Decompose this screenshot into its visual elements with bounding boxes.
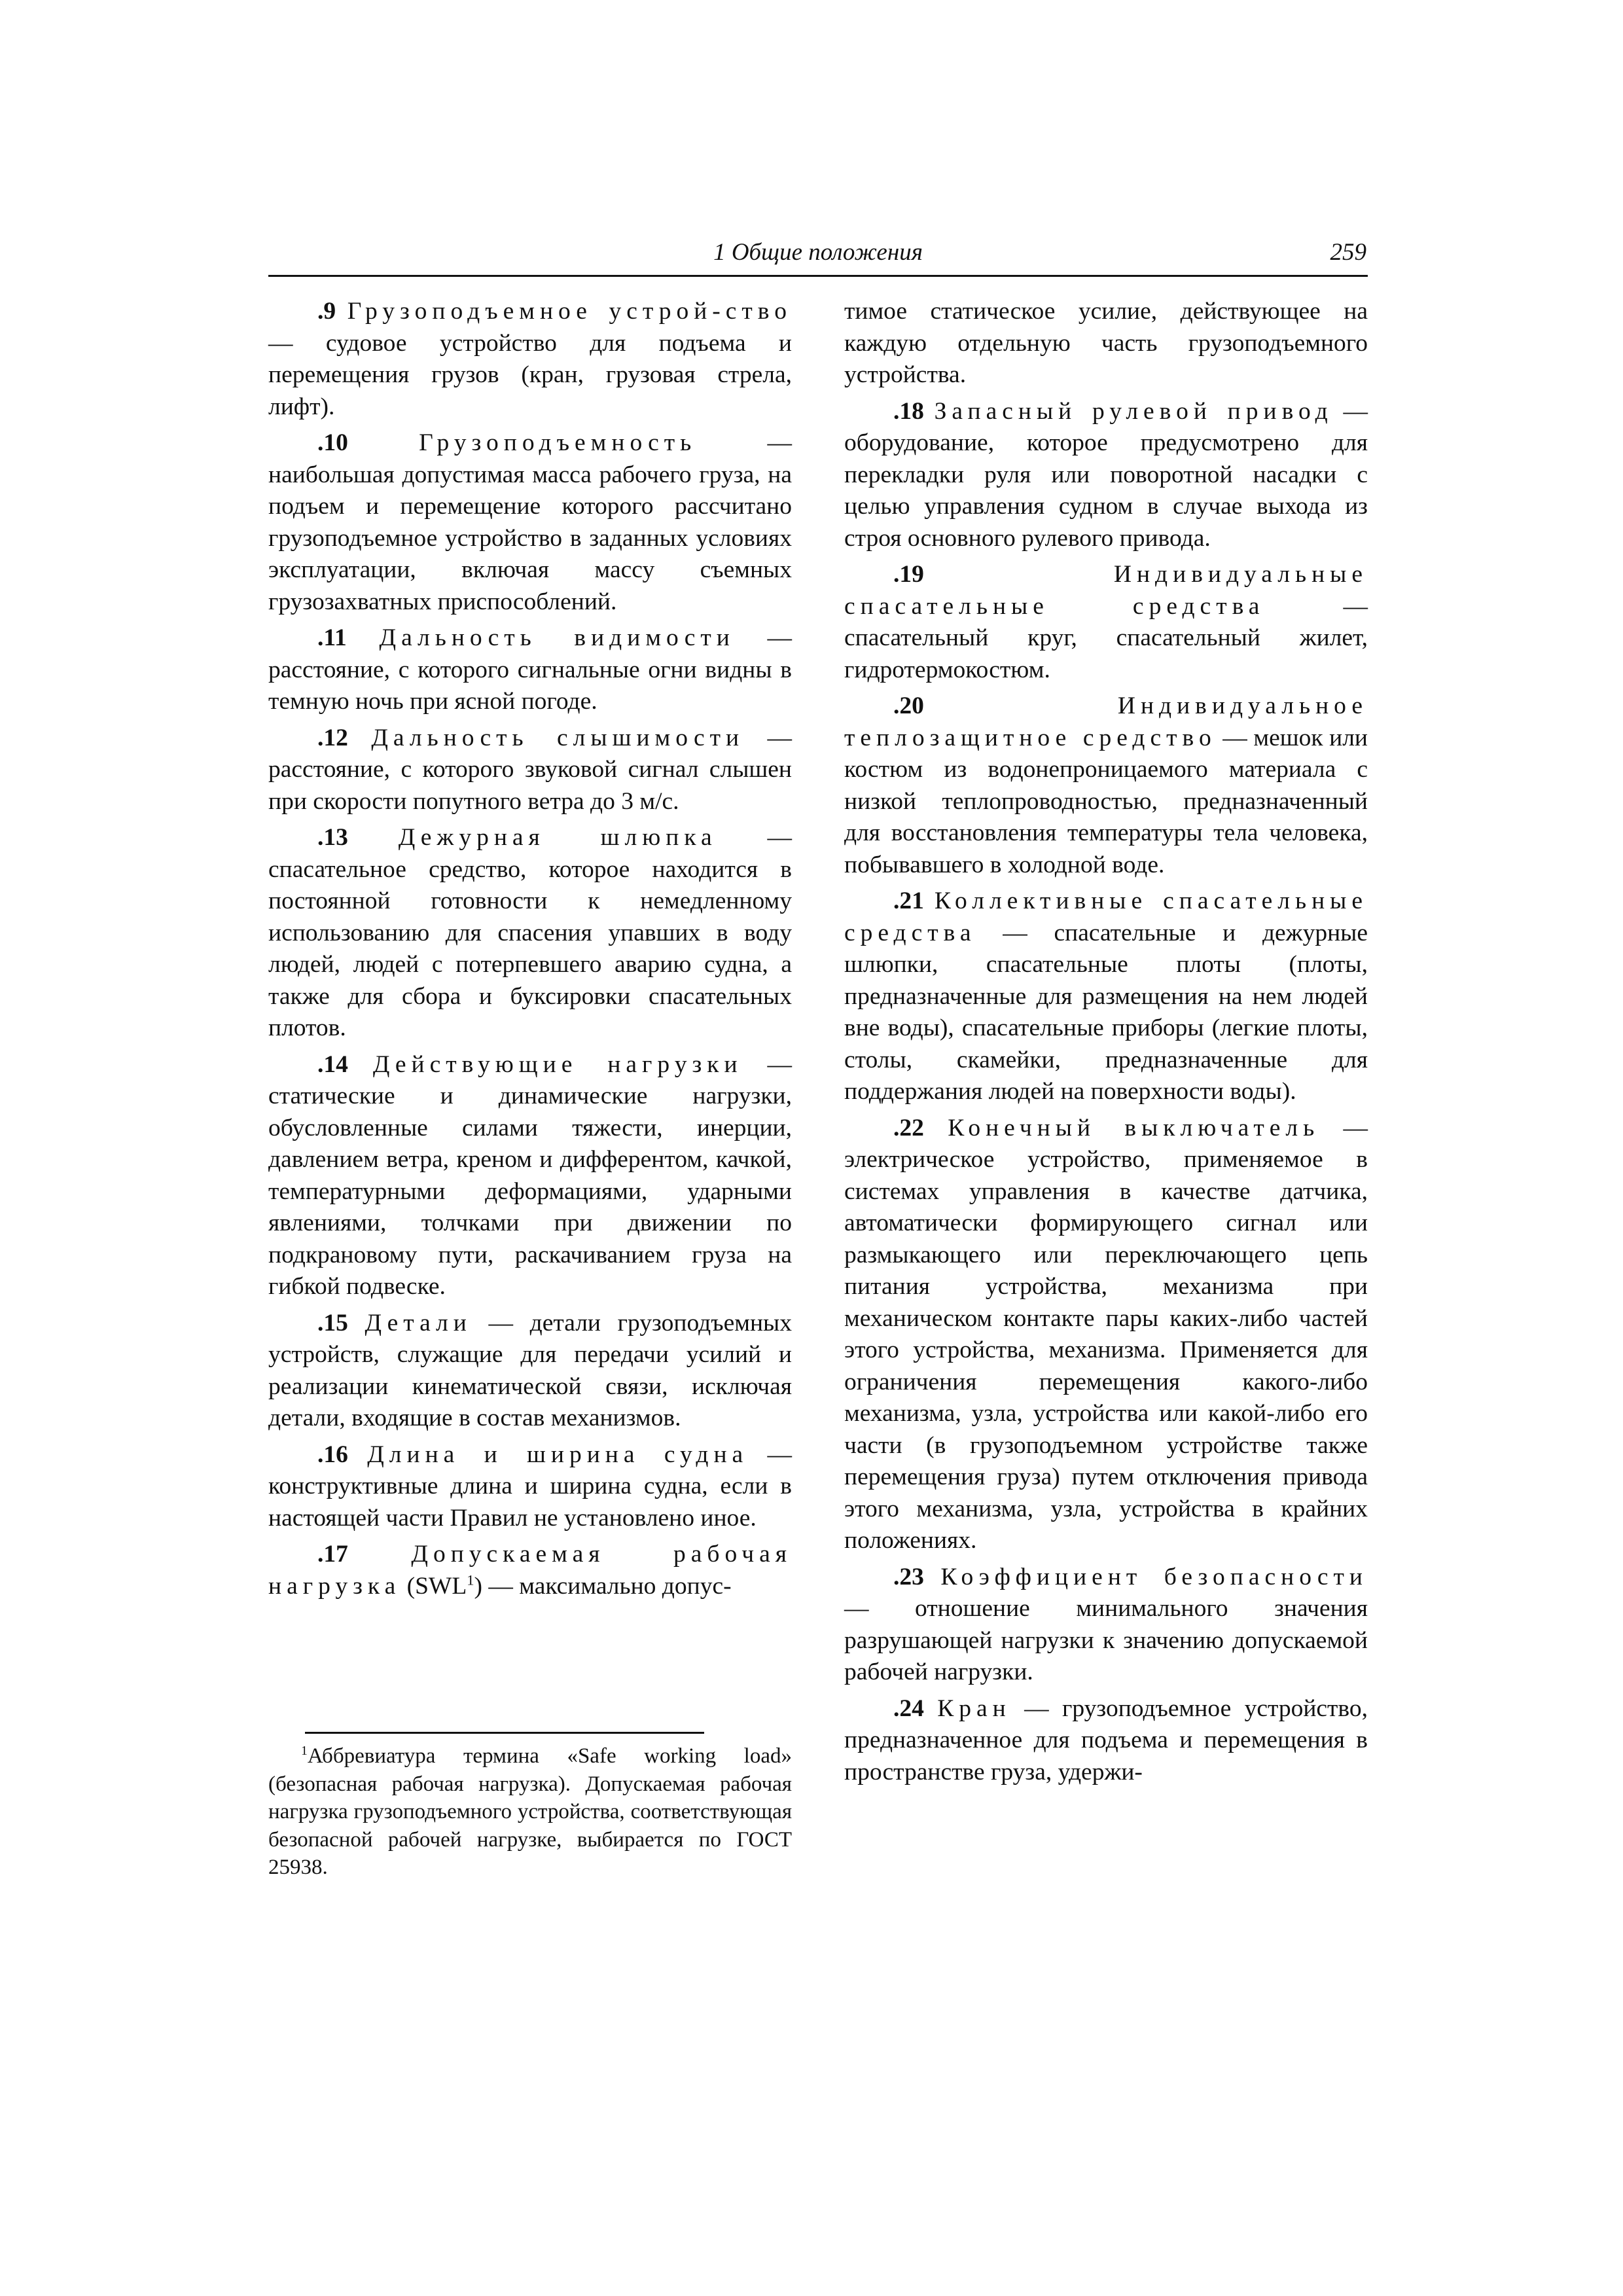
definition-text: — электрическое устройство, применяемое в системах управления в качестве датчика, автоматически формирующего сигнал или размыкающего или переключающего цепь питания устройства, механизма при механическом контакте пары каких-либо частей этого устройства, механизма. Применяется для ограничения перемещения какого-либо механизма, узла, устройства или какой-либо его части (в грузоподъемном устройстве также перемещения груза) путем отключения привода этого механизма, узла, устройства в крайних положениях. [844, 1114, 1368, 1554]
defined-term: Запасный рулевой привод [934, 397, 1333, 425]
clause-number: .21 [893, 888, 924, 914]
defined-term: Дальность слышимости [371, 724, 745, 751]
definition-14 [268, 1049, 792, 1303]
definition-text: — отношение минимального значения разрушающей нагрузки к значению допускаемой рабочей нагрузки. [844, 1595, 1368, 1685]
definition-11 [268, 622, 792, 718]
defined-term: Коллективные спасательные средства [844, 888, 1368, 946]
definition-text: — судовое устройство для подъема и перемещения грузов (кран, грузовая стрела, лифт). [268, 329, 792, 420]
footnote-ref: 1 [467, 1571, 474, 1588]
clause-number: .13 [317, 824, 348, 851]
definition-text: — статические и динамические нагрузки, обусловленные силами тяжести, инерции, давлением ветра, креном и дифферентом, качкой, температурными деформациями, ударными явлениями, толчками при движении по подкрановому пути, раскачиванием груза на гибкой подвеске. [268, 1050, 792, 1300]
defined-term: Грузоподъемное устрой-ство [347, 298, 793, 325]
page-number: 259 [1330, 239, 1366, 266]
defined-term: Действующие нагрузки [372, 1050, 743, 1078]
section-title: 1 Общие положения [713, 239, 923, 266]
clause-number: .22 [893, 1114, 924, 1141]
definition-text: — расстояние, с которого звуковой сигнал слышен при скорости попутного ветра до 3 м/с. [268, 724, 792, 815]
definition-text: — детали грузоподъемных устройств, служащие для передачи усилий и реализации кинематической связи, исключая детали, входящие в состав механизмов. [268, 1309, 792, 1431]
clause-number: .19 [893, 561, 924, 588]
definition-17 [268, 1539, 792, 1602]
definition-24 [844, 1693, 1368, 1789]
definition-text: — наибольшая допустимая масса рабочего груза, на подъем и перемещение которого рассчитано грузоподъемное устройство в заданных условиях эксплуатации, включая массу съемных грузозахватных приспособлений. [268, 429, 793, 615]
clause-number: .11 [317, 624, 347, 651]
definition-text: — спасательное средство, которое находится в постоянной готовности к немедленному использованию для спасения упавших в воду людей, людей с потерпевшего аварию судна, а также для сбора и буксировки спасательных плотов. [268, 824, 793, 1041]
clause-number: .10 [317, 429, 348, 456]
clause-number: .17 [317, 1541, 348, 1568]
continued-paragraph: тимое статическое усилие, действующее на каждую отдельную часть грузоподъемного устройства. [844, 298, 1368, 388]
right-column [844, 296, 1368, 1793]
definition-text: — мешок или костюм из водонепроницаемого материала с низкой теплопроводностью, предназначенный для восстановления температуры тела человека, побывавшего в холодной воде. [844, 724, 1368, 878]
definition-16 [268, 1439, 792, 1535]
footnote-divider [305, 1732, 704, 1734]
defined-term: Коэффициент безопасности [940, 1563, 1368, 1590]
definition-text: — грузоподъемное устройство, предназначенное для подъема и перемещения в пространстве груза, удержи- [844, 1695, 1368, 1785]
definition-text-pre: (SWL [401, 1572, 467, 1600]
definition-text: — оборудование, которое предусмотрено для перекладки руля или поворотной насадки с целью управления судном в случае выхода из строя основного рулевого привода. [844, 397, 1368, 552]
clause-number: .16 [317, 1441, 348, 1468]
footnote [268, 1742, 792, 1882]
definition-15 [268, 1308, 792, 1435]
defined-term: Грузоподъемность [419, 429, 697, 456]
definition-23 [844, 1562, 1368, 1689]
defined-term: Индивидуальные спасательные средства [844, 561, 1368, 620]
definition-22 [844, 1113, 1368, 1557]
defined-term: Допускаемая рабочая нагрузка [268, 1541, 793, 1600]
definition-text: ) — максимально допус- [474, 1572, 732, 1600]
definition-text: — спасательный круг, спасательный жилет, гидротермокостюм. [844, 592, 1368, 683]
clause-number: .23 [893, 1563, 924, 1590]
definition-12 [268, 723, 792, 818]
definition-9 [268, 296, 792, 423]
clause-number: .9 [317, 298, 336, 325]
defined-term: Длина и ширина судна [367, 1441, 749, 1468]
definition-text: — конструктивные длина и ширина судна, если в настоящей части Правил не установлено иное. [268, 1441, 793, 1532]
definition-13 [268, 822, 792, 1045]
clause-number: .14 [317, 1050, 348, 1078]
definition-10 [268, 427, 792, 618]
clause-number: .24 [893, 1695, 924, 1722]
definition-text: — расстояние, с которого сигнальные огни видны в темную ночь при ясной погоде. [268, 624, 793, 715]
left-column [268, 296, 792, 1607]
clause-number: .12 [317, 724, 348, 751]
defined-term: Детали [365, 1309, 472, 1336]
definition-text: — спасательные и дежурные шлюпки, спасательные плоты (плоты, предназначенные для размещения на нем людей вне воды), спасательные приборы (легкие плоты, столы, скамейки, предназначенные для поддержания людей на поверхности воды). [844, 919, 1368, 1105]
defined-term: Индивидуальное теплозащитное средство [844, 692, 1368, 751]
definition-18 [844, 396, 1368, 555]
defined-term: Дальность видимости [379, 624, 735, 651]
definition-20 [844, 691, 1368, 881]
defined-term: Дежурная шлюпка [398, 824, 717, 851]
defined-term: Конечный выключатель [948, 1114, 1320, 1141]
footnote-marker: 1 [301, 1744, 308, 1758]
footnote-text: Аббревиатура термина «Safe working load» (безопасная рабочая нагрузка). Допускаемая рабочая нагрузка грузоподъемного устройства, соответствующая безопасной рабочей нагрузке, выбирается по ГОСТ 25938. [268, 1744, 792, 1879]
defined-term: Кран [937, 1695, 1011, 1722]
clause-number: .18 [893, 397, 924, 425]
definition-21 [844, 886, 1368, 1108]
clause-number: .15 [317, 1309, 348, 1336]
running-header [268, 236, 1368, 277]
clause-number: .20 [893, 692, 924, 719]
definition-19 [844, 559, 1368, 686]
